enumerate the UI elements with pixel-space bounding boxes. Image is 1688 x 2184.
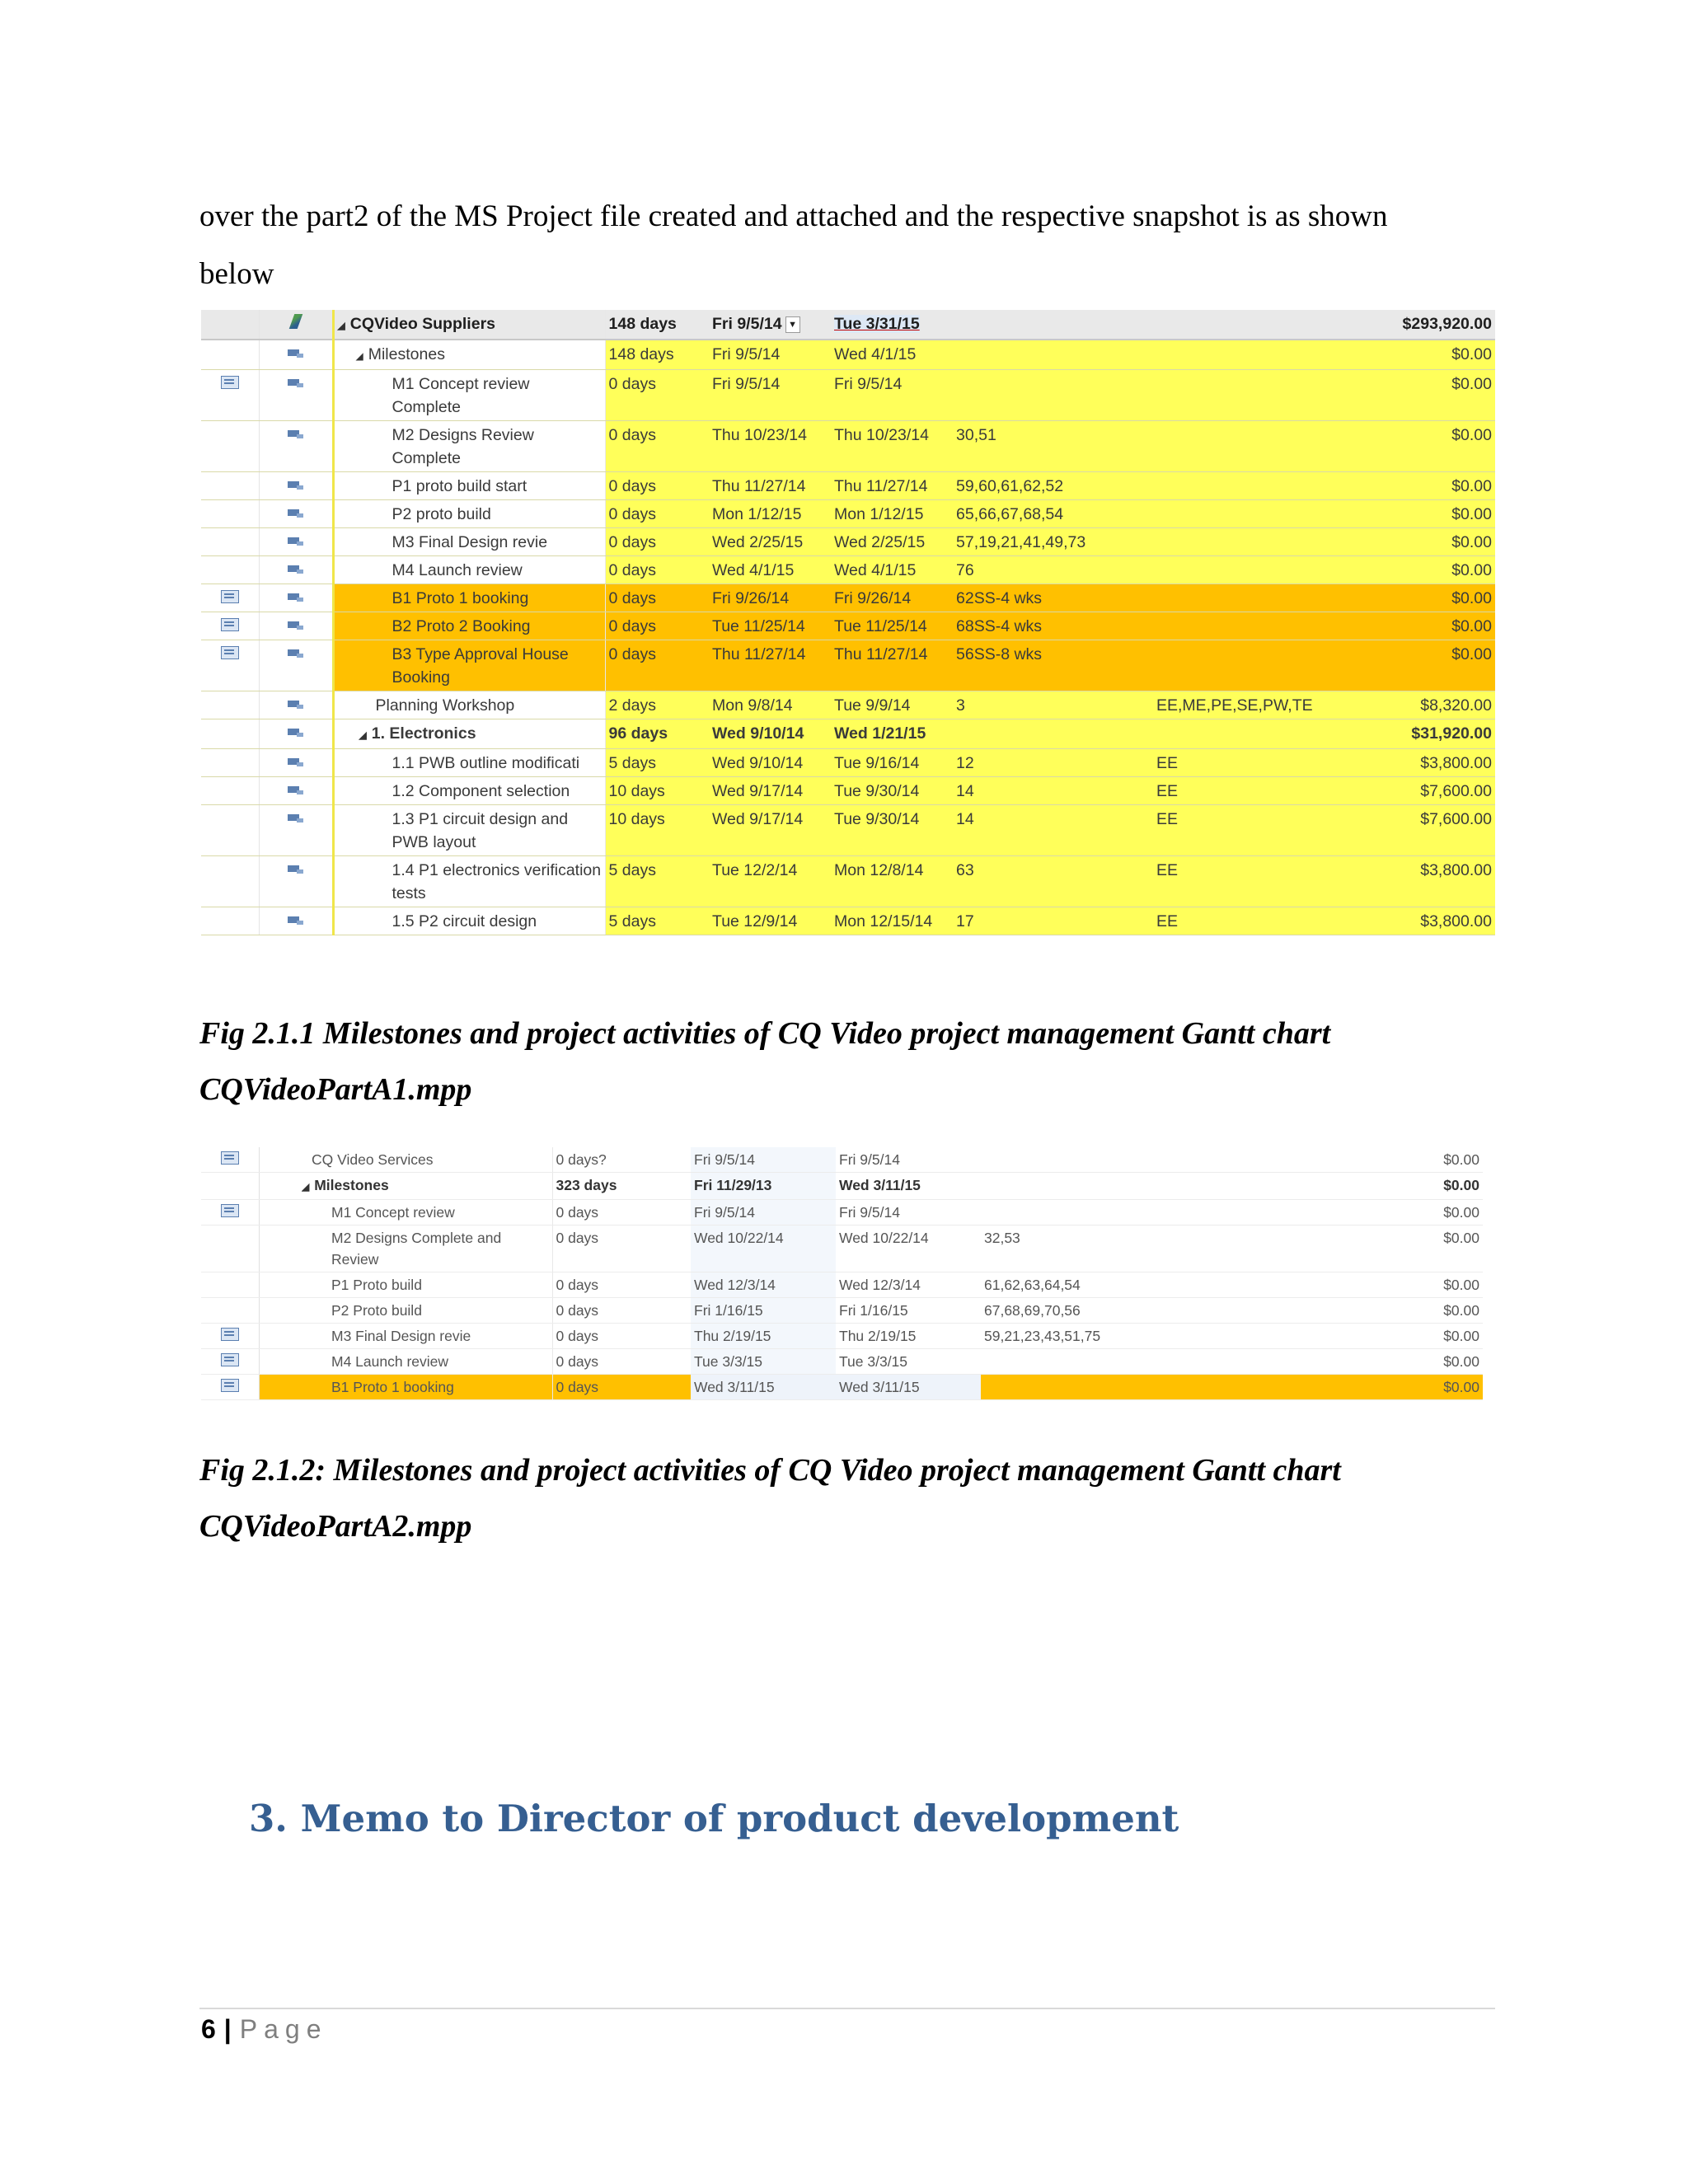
duration: 0 days <box>605 528 709 556</box>
start-date: Thu 11/27/14 <box>709 472 831 500</box>
start-date: Fri 1/16/15 <box>691 1298 836 1324</box>
duration: 0 days <box>552 1298 691 1324</box>
figure-2-caption-filename: CQVideoPartA2.mpp <box>199 1509 472 1544</box>
table-row[interactable] <box>201 907 1495 935</box>
figure-2-caption: Fig 2.1.2: Milestones and project activities of CQ Video project management Gantt chart <box>199 1453 1341 1488</box>
finish-date: Mon 1/12/15 <box>831 500 953 528</box>
start-date: Wed 10/22/14 <box>691 1226 836 1272</box>
table-row[interactable] <box>201 1173 1483 1200</box>
task-mode-icon <box>287 592 305 603</box>
finish-date: Wed 10/22/14 <box>836 1226 981 1272</box>
notes-icon[interactable] <box>221 1204 239 1217</box>
task-name: B1 Proto 1 booking <box>302 1375 552 1400</box>
page-number: 6 <box>201 2014 216 2044</box>
predecessors: 32,53 <box>981 1226 1228 1272</box>
start-date: Mon 9/8/14 <box>709 691 831 719</box>
duration: 0 days <box>552 1200 691 1226</box>
table-row[interactable] <box>201 500 1495 528</box>
task-name: M4 Launch review <box>302 1349 552 1375</box>
start-date: Mon 1/12/15 <box>709 500 831 528</box>
footer-separator: | <box>223 2014 232 2044</box>
predecessors: 62SS-4 wks <box>953 584 1153 612</box>
predecessors: 68SS-4 wks <box>953 612 1153 640</box>
task-name: B2 Proto 2 Booking <box>333 612 605 640</box>
predecessors: 3 <box>953 691 1153 719</box>
start-date: Thu 2/19/15 <box>691 1324 836 1349</box>
finish-date: Thu 2/19/15 <box>836 1324 981 1349</box>
finish-date: Tue 9/30/14 <box>831 777 953 805</box>
duration: 0 days <box>605 500 709 528</box>
start-date: Fri 9/5/14 <box>709 340 831 370</box>
cost: $0.00 <box>1318 640 1495 691</box>
start-date: Fri 9/26/14 <box>709 584 831 612</box>
task-mode-icon <box>287 864 305 875</box>
finish-date: Mon 12/8/14 <box>831 856 953 907</box>
cost: $0.00 <box>1228 1226 1483 1272</box>
task-name: M2 Designs Review Complete <box>333 421 605 472</box>
duration: 0 days <box>605 472 709 500</box>
cost: $3,800.00 <box>1318 856 1495 907</box>
task-mode-icon <box>287 813 305 824</box>
start-date: Thu 11/27/14 <box>709 640 831 691</box>
cost: $0.00 <box>1318 340 1495 370</box>
start-date: Wed 3/11/15 <box>691 1375 836 1400</box>
predecessors: 76 <box>953 556 1153 584</box>
start-date: Fri 11/29/13 <box>691 1173 836 1200</box>
table-row[interactable] <box>201 340 1495 370</box>
task-name: M4 Launch review <box>333 556 605 584</box>
finish-date: Fri 9/5/14 <box>836 1147 981 1173</box>
task-name: M3 Final Design revie <box>302 1324 552 1349</box>
gantt-table-part-a1 <box>201 310 1495 935</box>
predecessors: 14 <box>953 805 1153 856</box>
start-date: Tue 3/3/15 <box>691 1349 836 1375</box>
task-name: Milestones <box>314 1177 389 1193</box>
cost: $8,320.00 <box>1318 691 1495 719</box>
task-name: 1.4 P1 electronics verification tests <box>333 856 605 907</box>
cost: $0.00 <box>1228 1349 1483 1375</box>
table-row[interactable] <box>201 691 1495 719</box>
task-mode-icon <box>287 727 305 738</box>
predecessors: 63 <box>953 856 1153 907</box>
task-name: Milestones <box>368 345 445 363</box>
duration: 0 days <box>605 584 709 612</box>
task-name: M1 Concept review Complete <box>333 370 605 421</box>
start-date: Wed 9/10/14 <box>709 719 831 749</box>
predecessors: 14 <box>953 777 1153 805</box>
task-name: CQVideo Suppliers <box>349 315 495 333</box>
duration: 10 days <box>605 777 709 805</box>
start-date: Wed 9/17/14 <box>709 777 831 805</box>
notes-icon[interactable] <box>221 646 239 659</box>
duration: 0 days <box>552 1349 691 1375</box>
notes-icon[interactable] <box>221 1379 239 1392</box>
resources: EE <box>1153 777 1318 805</box>
start-date: Tue 12/9/14 <box>709 907 831 935</box>
task-mode-icon <box>287 648 305 659</box>
cost: $0.00 <box>1318 584 1495 612</box>
task-mode-icon <box>287 564 305 575</box>
pin-icon <box>288 314 302 329</box>
table-row[interactable] <box>201 556 1495 584</box>
task-mode-icon <box>287 536 305 547</box>
table-row[interactable] <box>201 1349 1483 1375</box>
resources: EE <box>1153 907 1318 935</box>
task-name: Planning Workshop <box>333 691 605 719</box>
table-row[interactable] <box>201 1147 1483 1173</box>
predecessors: 57,19,21,41,49,73 <box>953 528 1153 556</box>
task-mode-icon <box>287 377 305 389</box>
table-row[interactable] <box>201 1375 1483 1400</box>
task-mode-icon <box>287 348 305 359</box>
notes-icon[interactable] <box>221 1353 239 1366</box>
chevron-down-icon[interactable]: ▼ <box>785 316 800 333</box>
cost: $293,920.00 <box>1318 310 1495 340</box>
duration: 10 days <box>605 805 709 856</box>
finish-date: Fri 1/16/15 <box>836 1298 981 1324</box>
notes-icon[interactable] <box>221 1151 239 1165</box>
table-row[interactable] <box>201 805 1495 856</box>
finish-date: Fri 9/5/14 <box>836 1200 981 1226</box>
duration: 0 days <box>552 1324 691 1349</box>
table-row[interactable] <box>201 1272 1483 1298</box>
gantt-table-part-a2 <box>201 1147 1483 1400</box>
finish-date: Tue 9/30/14 <box>831 805 953 856</box>
task-name: 1.3 P1 circuit design and PWB layout <box>333 805 605 856</box>
table-row[interactable] <box>201 777 1495 805</box>
predecessors: 17 <box>953 907 1153 935</box>
finish-date: Thu 10/23/14 <box>831 421 953 472</box>
cost: $0.00 <box>1228 1200 1483 1226</box>
table-row[interactable] <box>201 1200 1483 1226</box>
start-date: Fri 9/5/14 <box>691 1200 836 1226</box>
cost: $0.00 <box>1228 1375 1483 1400</box>
task-name: P2 proto build <box>333 500 605 528</box>
finish-date: Wed 3/11/15 <box>836 1375 981 1400</box>
duration: 0 days <box>605 556 709 584</box>
task-name: 1.2 Component selection <box>333 777 605 805</box>
page-footer <box>201 2013 327 2046</box>
start-date: Thu 10/23/14 <box>709 421 831 472</box>
task-name: CQ Video Services <box>302 1147 552 1173</box>
finish-date: Mon 12/15/14 <box>831 907 953 935</box>
page-label: Page <box>239 2014 328 2044</box>
task-name: P1 Proto build <box>302 1272 552 1298</box>
cost: $0.00 <box>1228 1298 1483 1324</box>
predecessors: 65,66,67,68,54 <box>953 500 1153 528</box>
table-row[interactable] <box>201 1226 1483 1272</box>
task-mode-icon <box>287 915 305 926</box>
table-row[interactable] <box>201 472 1495 500</box>
finish-date: Wed 1/21/15 <box>831 719 953 749</box>
duration: 0 days <box>552 1375 691 1400</box>
task-mode-icon <box>287 699 305 710</box>
start-date: Fri 9/5/14 <box>709 370 831 421</box>
cost: $0.00 <box>1318 472 1495 500</box>
collapse-icon[interactable]: ◢ <box>302 1181 310 1193</box>
start-date: Fri 9/5/14 <box>691 1147 836 1173</box>
predecessors: 30,51 <box>953 421 1153 472</box>
table-row[interactable] <box>201 421 1495 472</box>
start-date: Wed 9/17/14 <box>709 805 831 856</box>
duration: 5 days <box>605 907 709 935</box>
cost: $0.00 <box>1228 1272 1483 1298</box>
task-name: P2 Proto build <box>302 1298 552 1324</box>
cost: $0.00 <box>1228 1324 1483 1349</box>
predecessors: 67,68,69,70,56 <box>981 1298 1228 1324</box>
start-date: Tue 11/25/14 <box>709 612 831 640</box>
collapse-icon[interactable]: ◢ <box>355 350 363 362</box>
table-row[interactable] <box>201 310 1495 340</box>
duration: 148 days <box>605 340 709 370</box>
task-name: M3 Final Design revie <box>333 528 605 556</box>
duration: 5 days <box>605 749 709 777</box>
duration: 2 days <box>605 691 709 719</box>
notes-icon[interactable] <box>221 1328 239 1341</box>
figure-1-caption: Fig 2.1.1 Milestones and project activities of CQ Video project management Gantt chart <box>199 1016 1331 1051</box>
start-date: Wed 2/25/15 <box>709 528 831 556</box>
start-date: Wed 12/3/14 <box>691 1272 836 1298</box>
task-mode-icon <box>287 785 305 796</box>
cost: $0.00 <box>1318 421 1495 472</box>
notes-icon[interactable] <box>221 376 239 389</box>
notes-icon[interactable] <box>221 590 239 603</box>
finish-date: Thu 11/27/14 <box>831 472 953 500</box>
task-name: 1. Electronics <box>371 724 476 743</box>
task-name: 1.5 P2 circuit design <box>333 907 605 935</box>
cost: $0.00 <box>1318 528 1495 556</box>
resources: EE <box>1153 805 1318 856</box>
finish-date: Tue 9/9/14 <box>831 691 953 719</box>
finish-date: Tue 9/16/14 <box>831 749 953 777</box>
resources: EE,ME,PE,SE,PW,TE <box>1153 691 1318 719</box>
start-date: Fri 9/5/14 <box>712 315 782 333</box>
collapse-icon[interactable]: ◢ <box>359 729 367 741</box>
figure-1-caption-filename: CQVideoPartA1.mpp <box>199 1072 472 1107</box>
finish-date: Tue 3/31/15 <box>834 315 920 333</box>
table-row[interactable] <box>201 584 1495 612</box>
cost: $0.00 <box>1318 612 1495 640</box>
cost: $7,600.00 <box>1318 805 1495 856</box>
cost: $0.00 <box>1228 1147 1483 1173</box>
predecessors: 59,60,61,62,52 <box>953 472 1153 500</box>
intro-line-2: below <box>199 257 274 291</box>
duration: 0 days <box>605 370 709 421</box>
task-name: B1 Proto 1 booking <box>333 584 605 612</box>
task-name: M1 Concept review <box>302 1200 552 1226</box>
table-row[interactable] <box>201 719 1495 749</box>
predecessors: 56SS-8 wks <box>953 640 1153 691</box>
task-mode-icon <box>287 429 305 440</box>
table-row[interactable] <box>201 1298 1483 1324</box>
duration: 148 days <box>605 310 709 340</box>
table-row[interactable] <box>201 1324 1483 1349</box>
duration: 0 days <box>552 1226 691 1272</box>
duration: 0 days? <box>552 1147 691 1173</box>
finish-date: Wed 12/3/14 <box>836 1272 981 1298</box>
duration: 0 days <box>605 612 709 640</box>
duration: 0 days <box>605 640 709 691</box>
cost: $0.00 <box>1318 500 1495 528</box>
finish-date: Wed 4/1/15 <box>831 556 953 584</box>
footer-divider <box>199 2008 1495 2009</box>
finish-date: Tue 3/3/15 <box>836 1349 981 1375</box>
start-date: Wed 4/1/15 <box>709 556 831 584</box>
task-mode-icon <box>287 757 305 768</box>
start-date: Wed 9/10/14 <box>709 749 831 777</box>
resources: EE <box>1153 749 1318 777</box>
cost: $0.00 <box>1228 1173 1483 1200</box>
task-name: 1.1 PWB outline modificati <box>333 749 605 777</box>
start-date: Tue 12/2/14 <box>709 856 831 907</box>
finish-date: Wed 3/11/15 <box>836 1173 981 1200</box>
finish-date: Wed 4/1/15 <box>831 340 953 370</box>
table-row[interactable] <box>201 640 1495 691</box>
cost: $0.00 <box>1318 556 1495 584</box>
cost: $0.00 <box>1318 370 1495 421</box>
finish-date: Fri 9/26/14 <box>831 584 953 612</box>
task-name: P1 proto build start <box>333 472 605 500</box>
task-name: B3 Type Approval House Booking <box>333 640 605 691</box>
table-row[interactable] <box>201 749 1495 777</box>
table-row[interactable] <box>201 612 1495 640</box>
cost: $7,600.00 <box>1318 777 1495 805</box>
collapse-icon[interactable]: ◢ <box>337 320 345 331</box>
resources: EE <box>1153 856 1318 907</box>
table-row[interactable] <box>201 370 1495 421</box>
task-mode-icon <box>287 620 305 631</box>
cost: $31,920.00 <box>1318 719 1495 749</box>
task-name: M2 Designs Complete and Review <box>302 1226 552 1272</box>
finish-date: Thu 11/27/14 <box>831 640 953 691</box>
finish-date: Fri 9/5/14 <box>831 370 953 421</box>
predecessors: 12 <box>953 749 1153 777</box>
duration: 5 days <box>605 856 709 907</box>
cost: $3,800.00 <box>1318 749 1495 777</box>
table-row[interactable] <box>201 528 1495 556</box>
notes-icon[interactable] <box>221 618 239 631</box>
cost: $3,800.00 <box>1318 907 1495 935</box>
task-mode-icon <box>287 508 305 519</box>
duration: 0 days <box>605 421 709 472</box>
predecessors: 61,62,63,64,54 <box>981 1272 1228 1298</box>
predecessors: 59,21,23,43,51,75 <box>981 1324 1228 1349</box>
table-row[interactable] <box>201 856 1495 907</box>
duration: 0 days <box>552 1272 691 1298</box>
finish-date: Tue 11/25/14 <box>831 612 953 640</box>
duration: 323 days <box>552 1173 691 1200</box>
duration: 96 days <box>605 719 709 749</box>
finish-date: Wed 2/25/15 <box>831 528 953 556</box>
task-mode-icon <box>287 480 305 491</box>
section-heading: 3. Memo to Director of product development <box>249 1797 1179 1840</box>
intro-line-1: over the part2 of the MS Project file created and attached and the respective snapshot is as shown <box>199 199 1388 233</box>
